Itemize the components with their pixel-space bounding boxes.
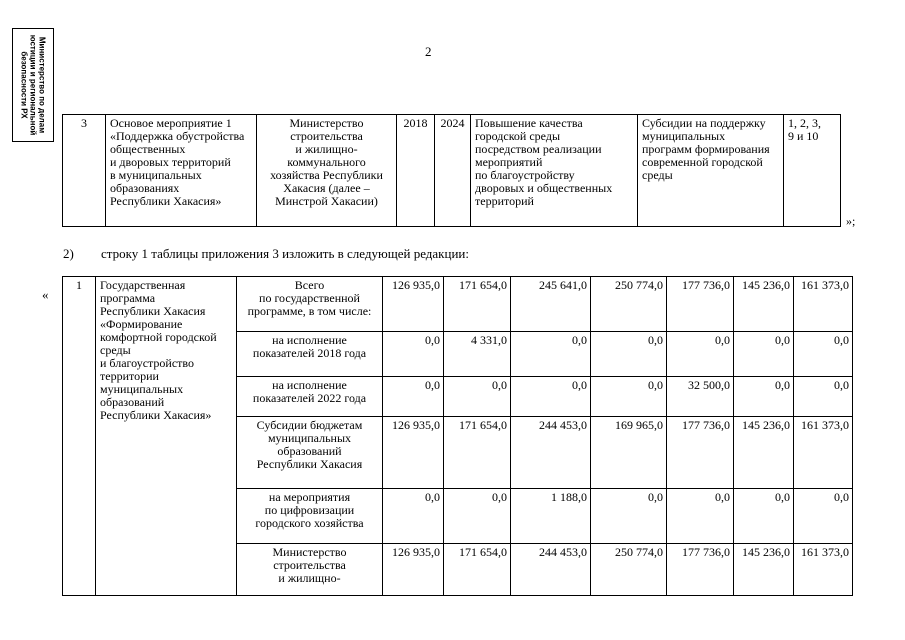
row-number: 1	[63, 277, 96, 596]
program-name: Государственная программа Республики Хакасия «Формирование комфортной городской среды и благоустройство территории муниципальных образований Республики Хакасия»	[96, 277, 237, 596]
funding-value: 177 736,0	[667, 544, 734, 596]
program-table-row-3	[62, 114, 841, 227]
funding-label: на исполнение показателей 2018 года	[237, 332, 383, 377]
closing-quote: »;	[846, 214, 856, 228]
funding-label: на мероприятия по цифровизации городского хозяйства	[237, 489, 383, 544]
funding-label: Всего по государственной программе, в том числе:	[237, 277, 383, 332]
paragraph-number: 2)	[63, 246, 74, 261]
funding-value: 126 935,0	[383, 544, 444, 596]
funding-value: 177 736,0	[667, 417, 734, 489]
end-year: 2024	[435, 115, 471, 227]
funding-value: 0,0	[667, 332, 734, 377]
expected-result: Повышение качества городской среды посредством реализации мероприятий по благоустройству дворовых и общественных территорий	[471, 115, 638, 227]
funding-value: 0,0	[383, 332, 444, 377]
funding-value: 161 373,0	[794, 544, 853, 596]
funding-value: 0,0	[591, 377, 667, 417]
registration-stamp	[12, 28, 54, 142]
funding-value: 0,0	[734, 489, 794, 544]
funding-value: 177 736,0	[667, 277, 734, 332]
funding-value: 161 373,0	[794, 277, 853, 332]
funding-label: на исполнение показателей 2022 года	[237, 377, 383, 417]
funding-value: 0,0	[734, 377, 794, 417]
executor: Министерство строительства и жилищно- коммунального хозяйства Республики Хакасия (далее – Минстрой Хакасии)	[257, 115, 397, 227]
funding-value: 32 500,0	[667, 377, 734, 417]
funding-value: 0,0	[667, 489, 734, 544]
funding-value: 145 236,0	[734, 417, 794, 489]
page-number: 2	[425, 44, 432, 59]
funding-value: 244 453,0	[511, 417, 591, 489]
funding-value: 1 188,0	[511, 489, 591, 544]
funding-label: Министерство строительства и жилищно-	[237, 544, 383, 596]
funding-value: 169 965,0	[591, 417, 667, 489]
funding-value: 0,0	[794, 332, 853, 377]
funding-value: 0,0	[511, 332, 591, 377]
funding-table	[62, 276, 853, 596]
funding-value: 250 774,0	[591, 277, 667, 332]
start-year: 2018	[397, 115, 435, 227]
activity-name: Основое мероприятие 1 «Поддержка обустройства общественных и дворовых территорий в муниципальных образованиях Республики Хакасия»	[106, 115, 257, 227]
program-link: Субсидии на поддержку муниципальных программ формирования современной городской среды	[638, 115, 784, 227]
funding-value: 0,0	[383, 377, 444, 417]
funding-value: 126 935,0	[383, 277, 444, 332]
funding-value: 245 641,0	[511, 277, 591, 332]
funding-value: 171 654,0	[444, 417, 511, 489]
funding-value: 0,0	[383, 489, 444, 544]
row-number: 3	[63, 115, 106, 227]
funding-value: 250 774,0	[591, 544, 667, 596]
funding-value: 126 935,0	[383, 417, 444, 489]
paragraph-text: строку 1 таблицы приложения 3 изложить в следующей редакции:	[101, 246, 469, 261]
funding-value: 0,0	[511, 377, 591, 417]
table-row	[63, 277, 853, 332]
funding-value: 0,0	[794, 377, 853, 417]
funding-value: 171 654,0	[444, 544, 511, 596]
funding-value: 171 654,0	[444, 277, 511, 332]
funding-value: 0,0	[444, 377, 511, 417]
indicators: 1, 2, 3, 9 и 10	[784, 115, 841, 227]
funding-value: 145 236,0	[734, 277, 794, 332]
funding-value: 145 236,0	[734, 544, 794, 596]
opening-quote: «	[42, 287, 49, 302]
funding-label: Субсидии бюджетам муниципальных образований Республики Хакасия	[237, 417, 383, 489]
funding-value: 161 373,0	[794, 417, 853, 489]
funding-value: 4 331,0	[444, 332, 511, 377]
funding-value: 244 453,0	[511, 544, 591, 596]
table-row	[63, 115, 841, 227]
stamp-text: Министерство по делам юстиции и региональной безопасности РХ	[19, 34, 47, 136]
funding-value: 0,0	[444, 489, 511, 544]
paragraph	[63, 246, 469, 262]
funding-value: 0,0	[591, 489, 667, 544]
funding-value: 0,0	[734, 332, 794, 377]
funding-value: 0,0	[794, 489, 853, 544]
funding-value: 0,0	[591, 332, 667, 377]
